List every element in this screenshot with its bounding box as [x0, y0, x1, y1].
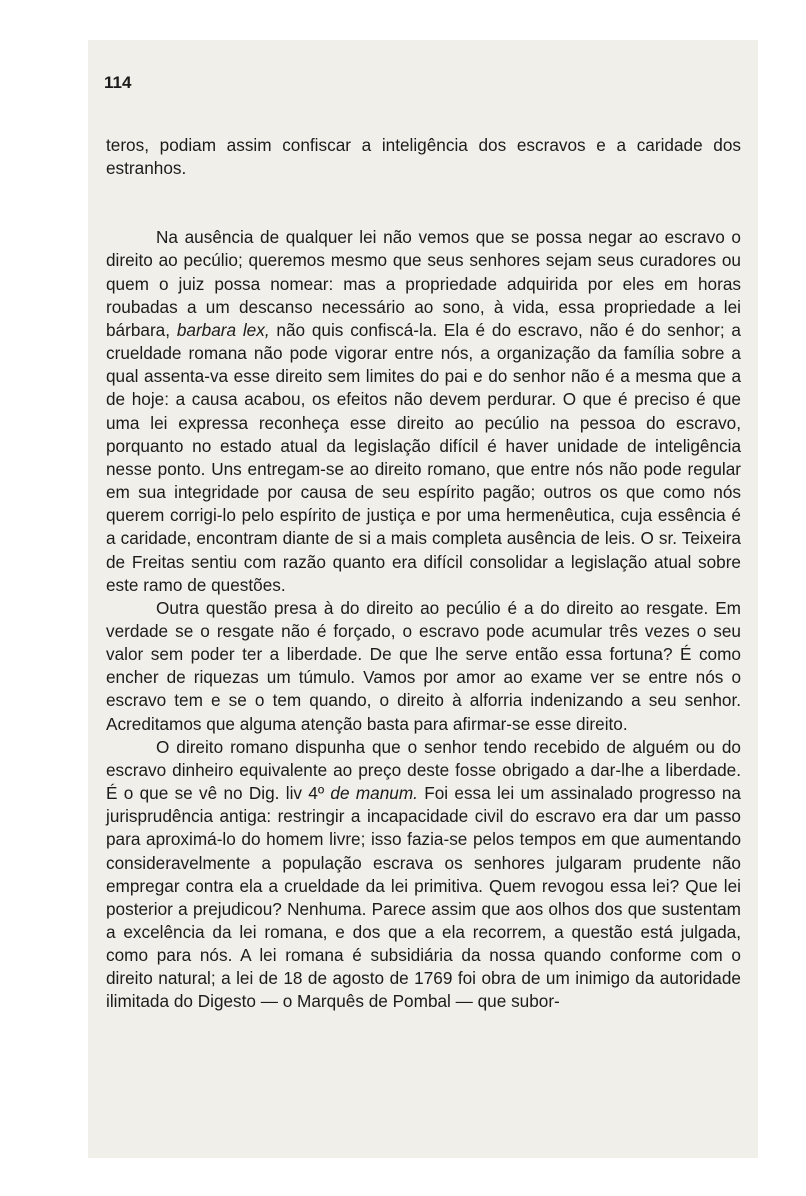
paragraph-4-text-before: O direito romano dispunha que o senhor tendo recebido de alguém ou do escravo dinheiro equivalente ao preço deste fosse obrigado a dar-lhe a liberdade. É o que se vê no Dig. liv 4º [106, 736, 741, 804]
paragraph-1-text: teros, podiam assim confiscar a inteligência dos escravos e a caridade dos estranhos. [106, 135, 741, 179]
paragraph-3-text: Outra questão presa à do direito ao pecúlio é a do direito ao resgate. Em verdade se o resgate não é forçado, o escravo pode acumular três vezes o seu valor sem poder ter a liberdade. De que lhe serve então essa fortuna? É como encher de riquezas um túmulo. Vamos por amor ao exame ver se entre nós o escravo tem e se o tem quando, o direito à alforria indenizando a seu senhor. Acreditamos que alguma atenção basta para afirmar-se esse direito. [106, 597, 741, 734]
paragraph-2-text-after: não quis confiscá-la. Ela é do escravo, não é do senhor; a crueldade romana não pode vigorar entre nós, a organização da família sobre a qual assenta-va esse direito sem limites do pai e do senhor não é a mesma que a de hoje: a causa acabou, os efeitos não devem perdurar. O que é preciso é que uma lei expressa reconheça esse direito ao pecúlio na pessoa do escravo, porquanto no estado atual da legislação difícil é haver unidade de inteligência nesse ponto. Uns entregam-se ao direito romano, que entre nós não pode regular em sua integridade por causa de seu espírito pagão; outros os que como nós querem corrigi-lo pelo espírito de justiça e por uma hermenêutica, cuja essência é a caridade, encontram diante de si a mais completa ausência de leis. O sr. Teixeira de Freitas sentiu com razão quanto era difícil consolidar a legislação atual sobre este ramo de questões. [106, 319, 741, 595]
page-number: 114 [104, 73, 132, 92]
paragraph-peculio [106, 226, 741, 597]
paragraph-resgate [106, 597, 741, 736]
body-text [106, 134, 741, 1014]
paragraph-continuation [106, 134, 741, 180]
paragraph-direito-romano [106, 736, 741, 1014]
paragraph-2-text-before: Na ausência de qualquer lei não vemos que se possa negar ao escravo o direito ao pecúlio; queremos mesmo que seus senhores sejam seus curadores ou quem o juiz possa nomear: mas a propriedade adquirida por eles em horas roubadas a um descanso necessário ao sono, à vida, essa propriedade a lei bárbara, [106, 227, 741, 340]
paragraph-4-text-after: Foi essa lei um assinalado progresso na jurisprudência antiga: restringir a incapacidade civil do escravo era dar um passo para aproximá-lo do homem livre; isso fazia-se pelos tempos em que aumentando consideravelmente a população escrava os senhores julgaram prudente não empregar contra ela a crueldade da lei primitiva. Quem revogou essa lei? Que lei posterior a prejudicou? Nenhuma. Parece assim que aos olhos dos que sustentam a excelência da lei romana, e dos que a ela recorrem, a questão está julgada, como para nós. A lei romana é subsidiária da nossa quando conforme com o direito natural; a lei de 18 de agosto de 1769 foi obra de um inimigo da autoridade ilimitada do Digesto — o Marquês de Pombal — que subor- [106, 783, 741, 1012]
paragraph-4-italic-phrase: de manum. [330, 783, 418, 804]
paragraph-2-italic-phrase: barbara lex, [176, 319, 270, 340]
